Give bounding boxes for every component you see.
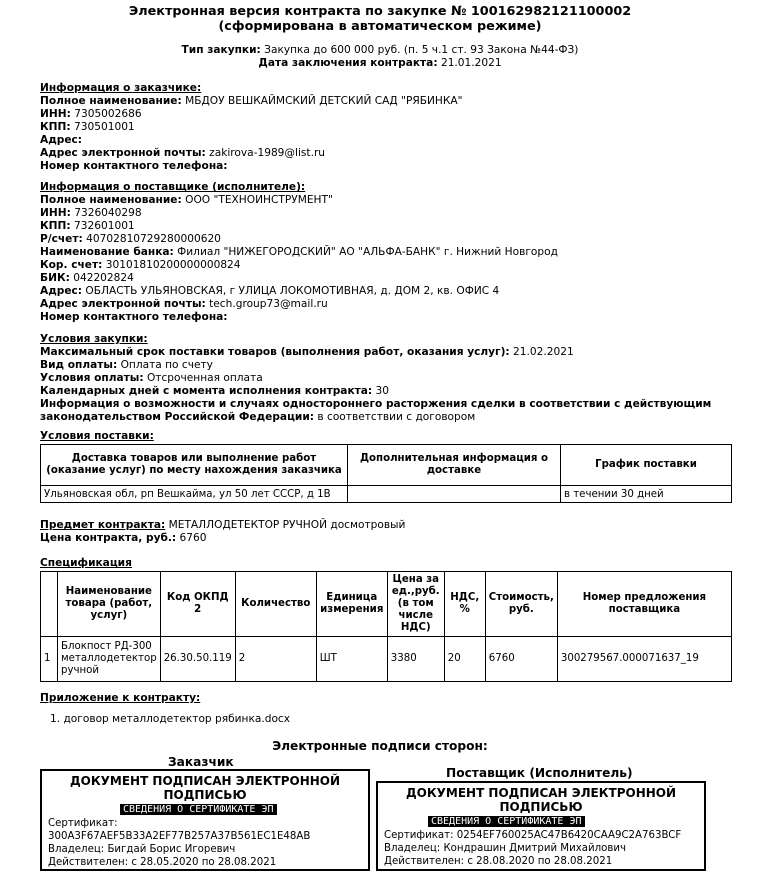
supplier-corr-account: 30101810200000000824 xyxy=(105,259,241,271)
spec-cell-qty: 2 xyxy=(235,637,316,682)
customer-inn: 7305002686 xyxy=(74,108,142,120)
termination-label-2: законодательством Российской Федерации: xyxy=(40,411,315,423)
customer-cert-badge: СВЕДЕНИЯ О СЕРТИФИКАТЕ ЭП xyxy=(120,804,277,815)
pay-type-value: Оплата по счету xyxy=(120,359,213,371)
subject-section xyxy=(40,519,730,545)
supplier-cert-owner: Владелец: Кондрашин Дмитрий Михайлович xyxy=(384,843,626,854)
supplier-kpp-label: КПП: xyxy=(40,220,71,232)
customer-kpp: 730501001 xyxy=(74,121,135,133)
subject-label: Предмет контракта: xyxy=(40,519,166,531)
purchase-type-label: Тип закупки: xyxy=(181,44,261,56)
purchase-meta xyxy=(0,44,760,70)
delivery-schedule: в течении 30 дней xyxy=(561,486,732,503)
appendix-section xyxy=(40,692,730,726)
pay-cond-label: Условия оплаты: xyxy=(40,372,144,384)
supplier-phone-label: Номер контактного телефона: xyxy=(40,311,228,323)
spec-cell-price: 3380 xyxy=(387,637,444,682)
spec-table xyxy=(40,571,732,682)
supplier-inn: 7326040298 xyxy=(74,207,142,219)
customer-cert-label: Сертификат: xyxy=(48,818,118,829)
spec-heading: Спецификация xyxy=(40,557,132,569)
supplier-address: ОБЛАСТЬ УЛЬЯНОВСКАЯ, г УЛИЦА ЛОКОМОТИВНАЯ, д. ДОМ 2, кв. ОФИС 4 xyxy=(85,285,500,297)
subject-value: МЕТАЛЛОДЕТЕКТОР РУЧНОЙ досмотровый xyxy=(168,519,406,531)
supplier-kpp: 732601001 xyxy=(74,220,135,232)
delivery-table xyxy=(40,444,732,503)
spec-cell-name: Блокпост РД-300 металлодетектор ручной xyxy=(58,637,161,682)
supplier-email: tech.group73@mail.ru xyxy=(209,298,328,310)
document-title xyxy=(0,4,760,34)
customer-cert-value: 300A3F67AEF5B33A2EF77B257A37B561EC1E48AB xyxy=(48,831,311,842)
customer-cert-owner: Владелец: Бигдай Борис Игоревич xyxy=(48,844,236,855)
supplier-name-label: Полное наименование: xyxy=(40,194,182,206)
supplier-sig-heading-1: ДОКУМЕНТ ПОДПИСАН ЭЛЕКТРОННОЙ xyxy=(405,786,677,800)
customer-name-label: Полное наименование: xyxy=(40,95,182,107)
contract-date-label: Дата заключения контракта: xyxy=(258,57,438,69)
spec-col-okpd: Код ОКПД 2 xyxy=(160,572,235,637)
price-label: Цена контракта, руб.: xyxy=(40,532,177,544)
delivery-heading: Условия поставки: xyxy=(40,430,154,442)
spec-cell-unit: ШТ xyxy=(316,637,387,682)
supplier-bik-label: БИК: xyxy=(40,272,70,284)
purchase-terms-section xyxy=(40,333,730,424)
spec-col-name: Наименование товара (работ, услуг) xyxy=(58,572,161,637)
spec-col-qty: Количество xyxy=(235,572,316,637)
table-row xyxy=(41,486,732,503)
supplier-signature-box xyxy=(376,781,706,871)
terms-heading: Условия закупки: xyxy=(40,333,148,345)
delivery-info xyxy=(348,486,561,503)
delivery-table-header xyxy=(41,445,732,486)
customer-kpp-label: КПП: xyxy=(40,121,71,133)
max-term-label: Максимальный срок поставки товаров (выполнения работ, оказания услуг): xyxy=(40,346,510,358)
delivery-col-place: Доставка товаров или выполнение работ (оказание услуг) по месту нахождения заказчика xyxy=(41,445,348,486)
supplier-cert-valid: Действителен: с 28.08.2020 по 28.08.2021 xyxy=(384,856,613,867)
supplier-bank-label: Наименование банка: xyxy=(40,246,174,258)
spec-col-unit: Единица измерения xyxy=(316,572,387,637)
customer-party-label: Заказчик xyxy=(168,755,234,769)
customer-signature-box xyxy=(40,769,370,871)
contract-date-value: 21.01.2021 xyxy=(440,57,502,69)
purchase-type-value: Закупка до 600 000 руб. (п. 5 ч.1 ст. 93 Закона №44-ФЗ) xyxy=(264,44,579,56)
appendix-heading: Приложение к контракту: xyxy=(40,692,201,704)
spec-cell-cost: 6760 xyxy=(485,637,557,682)
table-row xyxy=(41,637,732,682)
customer-section xyxy=(40,82,730,173)
days-value: 30 xyxy=(375,385,390,397)
customer-phone-label: Номер контактного телефона: xyxy=(40,160,228,172)
max-term-value: 21.02.2021 xyxy=(513,346,574,358)
spec-cell-okpd: 26.30.50.119 xyxy=(160,637,235,682)
customer-sig-heading-2: ПОДПИСЬЮ xyxy=(163,788,247,802)
pay-cond-value: Отсроченная оплата xyxy=(146,372,263,384)
customer-address-label: Адрес: xyxy=(40,134,83,146)
title-line-2: (сформирована в автоматическом режиме) xyxy=(218,19,542,34)
spec-col-offer: Номер предложения поставщика xyxy=(557,572,731,637)
customer-cert-valid: Действителен: с 28.05.2020 по 28.08.2021 xyxy=(48,857,277,868)
spec-col-num xyxy=(41,572,58,637)
supplier-account: 40702810729280000620 xyxy=(86,233,221,245)
supplier-cert-badge: СВЕДЕНИЯ О СЕРТИФИКАТЕ ЭП xyxy=(428,816,585,827)
supplier-address-label: Адрес: xyxy=(40,285,83,297)
supplier-bank: Филиал "НИЖЕГОРОДСКИЙ" АО "АЛЬФА-БАНК" г. Нижний Новгород xyxy=(177,246,558,258)
pay-type-label: Вид оплаты: xyxy=(40,359,118,371)
supplier-name: ООО "ТЕХНОИНСТРУМЕНТ" xyxy=(185,194,333,206)
spec-col-vat: НДС, % xyxy=(444,572,485,637)
spec-table-header xyxy=(41,572,732,637)
supplier-bik: 042202824 xyxy=(73,272,134,284)
customer-heading: Информация о заказчике: xyxy=(40,82,202,94)
supplier-party-label: Поставщик (Исполнитель) xyxy=(446,766,633,780)
spec-col-cost: Стоимость, руб. xyxy=(485,572,557,637)
termination-label-1: Информация о возможности и случаях одностороннего расторжения сделки в соответствии с действующим xyxy=(40,398,712,410)
customer-inn-label: ИНН: xyxy=(40,108,71,120)
price-value: 6760 xyxy=(179,532,207,544)
supplier-heading: Информация о поставщике (исполнителе): xyxy=(40,181,306,193)
delivery-col-schedule: График поставки xyxy=(561,445,732,486)
specification-section xyxy=(40,557,730,682)
delivery-place: Ульяновская обл, рп Вешкайма, ул 50 лет СССР, д 1В xyxy=(41,486,348,503)
supplier-email-label: Адрес электронной почты: xyxy=(40,298,206,310)
title-line-1: Электронная версия контракта по закупке № 100162982121100002 xyxy=(128,4,632,19)
customer-email-label: Адрес электронной почты: xyxy=(40,147,206,159)
spec-cell-offer: 300279567.000071637_19 xyxy=(557,637,731,682)
customer-email: zakirova-1989@list.ru xyxy=(209,147,326,159)
delivery-section xyxy=(40,430,730,503)
list-item[interactable]: 1. договор металлодетектор рябинка.docx xyxy=(50,713,291,725)
signatures-title: Электронные подписи сторон: xyxy=(272,739,488,753)
days-label: Календарных дней с момента исполнения контракта: xyxy=(40,385,373,397)
spec-cell-vat: 20 xyxy=(444,637,485,682)
supplier-corr-label: Кор. счет: xyxy=(40,259,103,271)
customer-sig-heading-1: ДОКУМЕНТ ПОДПИСАН ЭЛЕКТРОННОЙ xyxy=(69,774,341,788)
delivery-col-info: Дополнительная информация о доставке xyxy=(348,445,561,486)
termination-value: в соответствии с договором xyxy=(317,411,476,423)
supplier-account-label: Р/счет: xyxy=(40,233,83,245)
spec-col-price: Цена за ед.,руб. (в том числе НДС) xyxy=(387,572,444,637)
spec-cell-num: 1 xyxy=(41,637,58,682)
customer-name: МБДОУ ВЕШКАЙМСКИЙ ДЕТСКИЙ САД "РЯБИНКА" xyxy=(185,95,463,107)
supplier-cert-line: Сертификат: 0254EF760025AC47B6420CAA9C2A763BCF xyxy=(384,830,682,841)
supplier-section xyxy=(40,181,730,324)
supplier-inn-label: ИНН: xyxy=(40,207,71,219)
supplier-sig-heading-2: ПОДПИСЬЮ xyxy=(499,800,583,814)
